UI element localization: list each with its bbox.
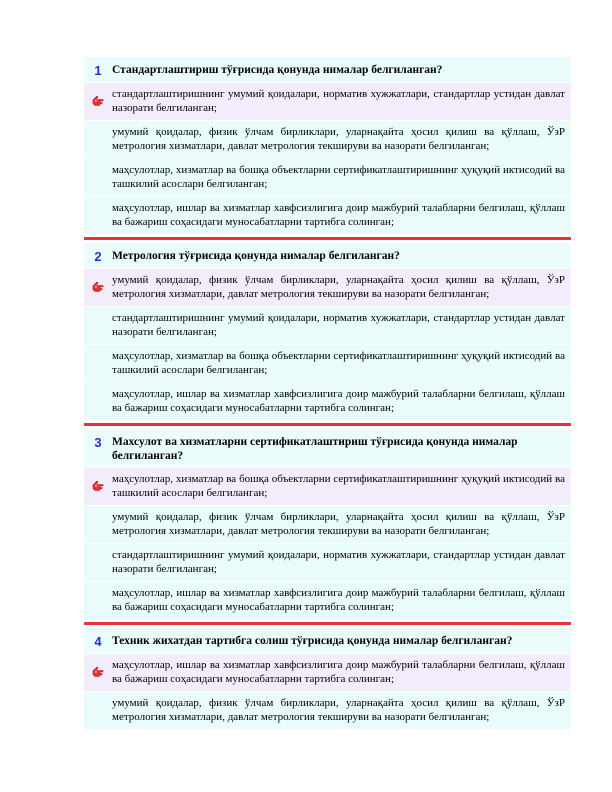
question-separator xyxy=(84,622,571,625)
pointing-hand-icon xyxy=(91,93,105,107)
question-block xyxy=(84,628,571,730)
question-text: Стандартлаштириш тўғрисида қонунда нималар белгиланган? xyxy=(112,64,443,76)
question-block xyxy=(84,243,571,421)
answer-marker xyxy=(84,586,112,592)
answer-text: умумий қоидалар, физик ўлчам бирликлари, уларнақайта ҳосил қилиш ва қўллаш, ЎзР метрология хизматлари, давлат метрология текшируви ва назорати белгиланган; xyxy=(112,126,565,152)
answer-text: умумий қоидалар, физик ўлчам бирликлари, уларнақайта ҳосил қилиш ва қўллаш, ЎзР метрология хизматлари, давлат метрология текшируви ва назорати белгиланган; xyxy=(112,697,565,723)
answer-marker xyxy=(84,472,112,492)
answer-text: маҳсулотлар, ишлар ва хизматлар хавфсизлигига доир мажбурий талабларни белгилаш, қўллаш ва бажариш соҳасидаги муносабатларни тартибга солинган; xyxy=(112,659,565,685)
answer-marker xyxy=(84,87,112,107)
answer-option[interactable] xyxy=(84,544,571,582)
answer-marker xyxy=(84,201,112,207)
question-text: Махсулот ва хизматларни сертификатлаштириш тўғрисида қонунда нималар белгиланган? xyxy=(112,436,518,462)
question-number: 1 xyxy=(94,63,102,78)
answer-marker xyxy=(84,548,112,554)
answer-text: маҳсулотлар, хизматлар ва бошқа объектларни сертификатлаштиришнинг ҳуқуқий иктисодий ва ташкилий асослари белгиланган; xyxy=(112,164,565,190)
question-header xyxy=(84,429,571,468)
answer-text: маҳсулотлар, ишлар ва хизматлар хавфсизлигига доир мажбурий талабларни белгилаш, қўллаш ва бажариш соҳасидаги муносабатларни тартибга солинган; xyxy=(112,202,565,228)
question-block xyxy=(84,429,571,620)
answer-text: маҳсулотлар, ишлар ва хизматлар хавфсизлигига доир мажбурий талабларни белгилаш, қўллаш ва бажариш соҳасидаги муносабатларни тартибга солинган; xyxy=(112,388,565,414)
question-text: Техник жихатдан тартибга солиш тўғрисида қонунда нималар белгиланган? xyxy=(112,635,513,647)
answer-option[interactable] xyxy=(84,307,571,345)
answer-marker xyxy=(84,311,112,317)
answer-marker xyxy=(84,696,112,702)
answer-marker xyxy=(84,658,112,678)
answer-text: маҳсулотлар, хизматлар ва бошқа объектларни сертификатлаштиришнинг ҳуқуқий иктисодий ва ташкилий асослари белгиланган; xyxy=(112,350,565,376)
answer-text: стандартлаштиришнинг умумий қоидалари, норматив хужжатлари, стандартлар устидан давлат назорати белгиланган; xyxy=(112,549,565,575)
question-text: Метрология тўғрисида қонунда нималар белгиланган? xyxy=(112,250,400,262)
answer-option[interactable] xyxy=(84,345,571,383)
answer-text: стандартлаштиришнинг умумий қоидалари, норматив хужжатлари, стандартлар устидан давлат назорати белгиланган; xyxy=(112,88,565,114)
answer-marker xyxy=(84,510,112,516)
pointing-hand-icon xyxy=(91,478,105,492)
answer-marker xyxy=(84,349,112,355)
question-header xyxy=(84,57,571,83)
quiz-list xyxy=(84,57,571,730)
question-number: 2 xyxy=(94,249,102,264)
answer-option-correct[interactable] xyxy=(84,654,571,692)
answer-option-correct[interactable] xyxy=(84,468,571,506)
answer-option[interactable] xyxy=(84,159,571,197)
question-header xyxy=(84,243,571,269)
answer-option[interactable] xyxy=(84,582,571,620)
answer-text: умумий қоидалар, физик ўлчам бирликлари, уларнақайта ҳосил қилиш ва қўллаш, ЎзР метрология хизматлари, давлат метрология текшируви ва назорати белгиланган; xyxy=(112,511,565,537)
answer-marker xyxy=(84,273,112,293)
answer-marker xyxy=(84,387,112,393)
answer-option-correct[interactable] xyxy=(84,269,571,307)
answer-option-correct[interactable] xyxy=(84,83,571,121)
question-separator xyxy=(84,423,571,426)
answer-marker xyxy=(84,163,112,169)
answer-option[interactable] xyxy=(84,121,571,159)
answer-text: умумий қоидалар, физик ўлчам бирликлари, уларнақайта ҳосил қилиш ва қўллаш, ЎзР метрология хизматлари, давлат метрология текшируви ва назорати белгиланган; xyxy=(112,274,565,300)
question-number: 4 xyxy=(94,634,102,649)
answer-option[interactable] xyxy=(84,383,571,421)
answer-text: стандартлаштиришнинг умумий қоидалари, норматив хужжатлари, стандартлар устидан давлат назорати белгиланган; xyxy=(112,312,565,338)
pointing-hand-icon xyxy=(91,279,105,293)
answer-text: маҳсулотлар, хизматлар ва бошқа объектларни сертификатлаштиришнинг ҳуқуқий иктисодий ва ташкилий асослари белгиланган; xyxy=(112,473,565,499)
answer-text: маҳсулотлар, ишлар ва хизматлар хавфсизлигига доир мажбурий талабларни белгилаш, қўллаш ва бажариш соҳасидаги муносабатларни тартибга солинган; xyxy=(112,587,565,613)
answer-marker xyxy=(84,125,112,131)
answer-option[interactable] xyxy=(84,692,571,730)
question-separator xyxy=(84,237,571,240)
question-block xyxy=(84,57,571,235)
pointing-hand-icon xyxy=(91,664,105,678)
question-header xyxy=(84,628,571,654)
answer-option[interactable] xyxy=(84,506,571,544)
answer-option[interactable] xyxy=(84,197,571,235)
question-number: 3 xyxy=(94,435,102,450)
